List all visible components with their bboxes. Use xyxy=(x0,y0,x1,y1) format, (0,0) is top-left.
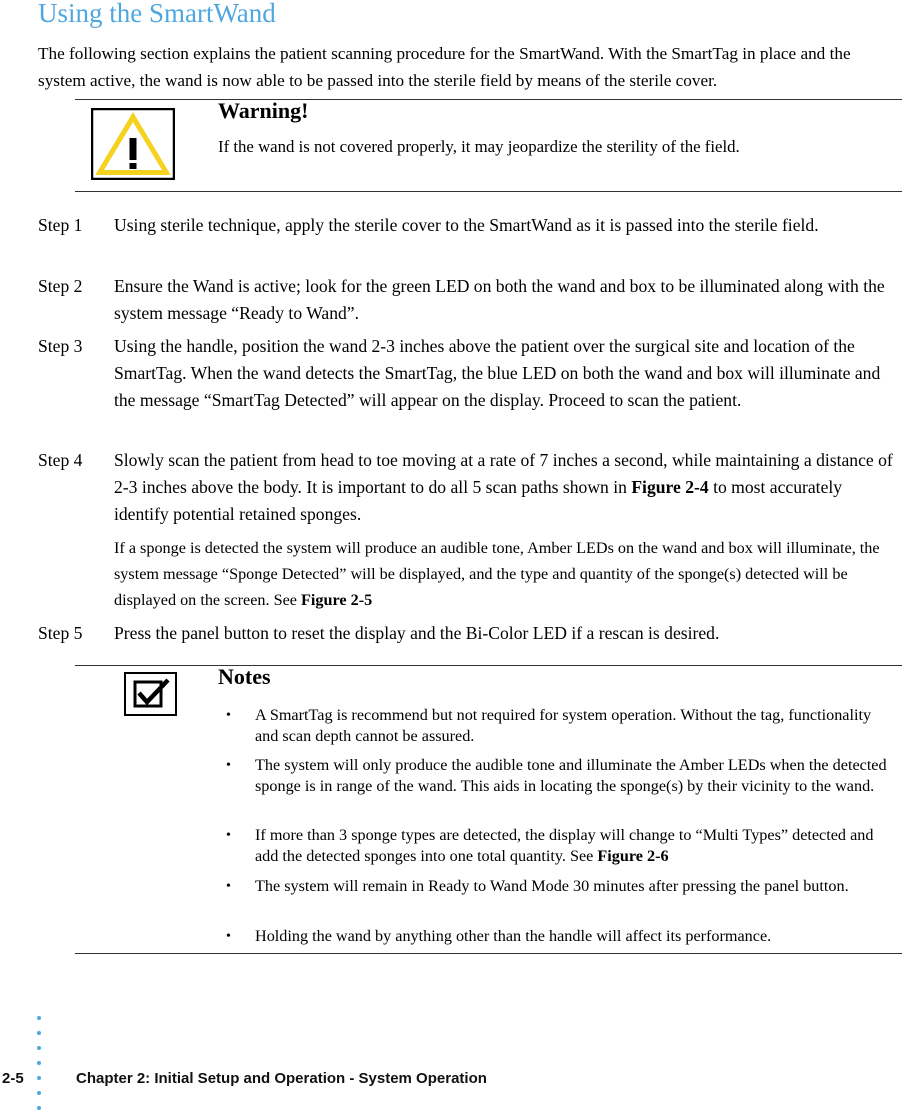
step-text: Using sterile technique, apply the sterile cover to the SmartWand as it is passed into the sterile field. xyxy=(114,215,819,235)
figure-reference: Figure 2-6 xyxy=(597,847,669,865)
figure-reference: Figure 2-5 xyxy=(301,591,373,609)
bullet: • xyxy=(226,708,231,723)
step-label: Step 4 xyxy=(38,450,83,470)
step-label: Step 5 xyxy=(38,623,83,643)
notes-bottom-rule xyxy=(75,953,902,954)
bullet: • xyxy=(226,929,231,944)
warning-triangle-icon xyxy=(91,108,175,180)
step-label: Step 3 xyxy=(38,336,83,356)
checkbox-icon xyxy=(124,672,177,716)
step-text: Press the panel button to reset the display and the Bi-Color LED if a rescan is desired. xyxy=(114,623,720,643)
warning-title: Warning! xyxy=(218,98,309,123)
step-text: Slowly scan the patient from head to toe moving at a rate of 7 inches a second, while maintaining a distance of 2-3 inches above the body. It is important to do all 5 scan paths shown in Figure 2-4 to most accurately identify potential retained sponges. xyxy=(114,450,893,524)
warning-top-rule xyxy=(75,99,902,100)
page-number: 2-5 xyxy=(2,1070,24,1087)
note-text: Holding the wand by anything other than the handle will affect its performance. xyxy=(255,927,772,945)
step-4-detail: If a sponge is detected the system will produce an audible tone, Amber LEDs on the wand and box will illuminate, the system message “Sponge Detected” will be displayed, and the type and quantity of the sponge(s) detected will be displayed on the screen. See Figure 2-5 xyxy=(114,539,880,609)
note-text: A SmartTag is recommend but not required for system operation. Without the tag, functionality and scan depth cannot be assured. xyxy=(255,706,872,745)
step-text: Ensure the Wand is active; look for the green LED on both the wand and box to be illuminated along with the system message “Ready to Wand”. xyxy=(114,276,885,323)
step-label: Step 1 xyxy=(38,215,83,235)
page-title: Using the SmartWand xyxy=(38,0,276,28)
figure-reference: Figure 2-4 xyxy=(631,477,709,497)
step-label: Step 2 xyxy=(38,276,83,296)
footer-chapter-title: Chapter 2: Initial Setup and Operation - System Operation xyxy=(76,1070,487,1087)
bullet: • xyxy=(226,828,231,843)
bullet: • xyxy=(226,758,231,773)
warning-text: If the wand is not covered properly, it may jeopardize the sterility of the field. xyxy=(218,137,740,156)
footer-dots-decoration xyxy=(34,1012,44,1112)
notes-title: Notes xyxy=(218,664,271,689)
notes-top-rule xyxy=(75,665,902,666)
note-text: The system will only produce the audible tone and illuminate the Amber LEDs when the detected sponge is in range of the wand. This aids in locating the sponge(s) by their vicinity to the wand. xyxy=(255,756,887,795)
intro-paragraph: The following section explains the patient scanning procedure for the SmartWand. With the SmartTag in place and the system active, the wand is now able to be passed into the sterile field by means of the sterile cover. xyxy=(38,44,851,90)
warning-bottom-rule xyxy=(75,191,902,192)
note-text: The system will remain in Ready to Wand Mode 30 minutes after pressing the panel button. xyxy=(255,877,849,895)
step-text: Using the handle, position the wand 2-3 inches above the patient over the surgical site and location of the SmartTag. When the wand detects the SmartTag, the blue LED on both the wand and box will illuminate and the message “SmartTag Detected” will appear on the display. Proceed to scan the patient. xyxy=(114,336,881,410)
bullet: • xyxy=(226,879,231,894)
note-text: If more than 3 sponge types are detected, the display will change to “Multi Types” detected and add the detected sponges into one total quantity. See Figure 2-6 xyxy=(255,826,874,865)
